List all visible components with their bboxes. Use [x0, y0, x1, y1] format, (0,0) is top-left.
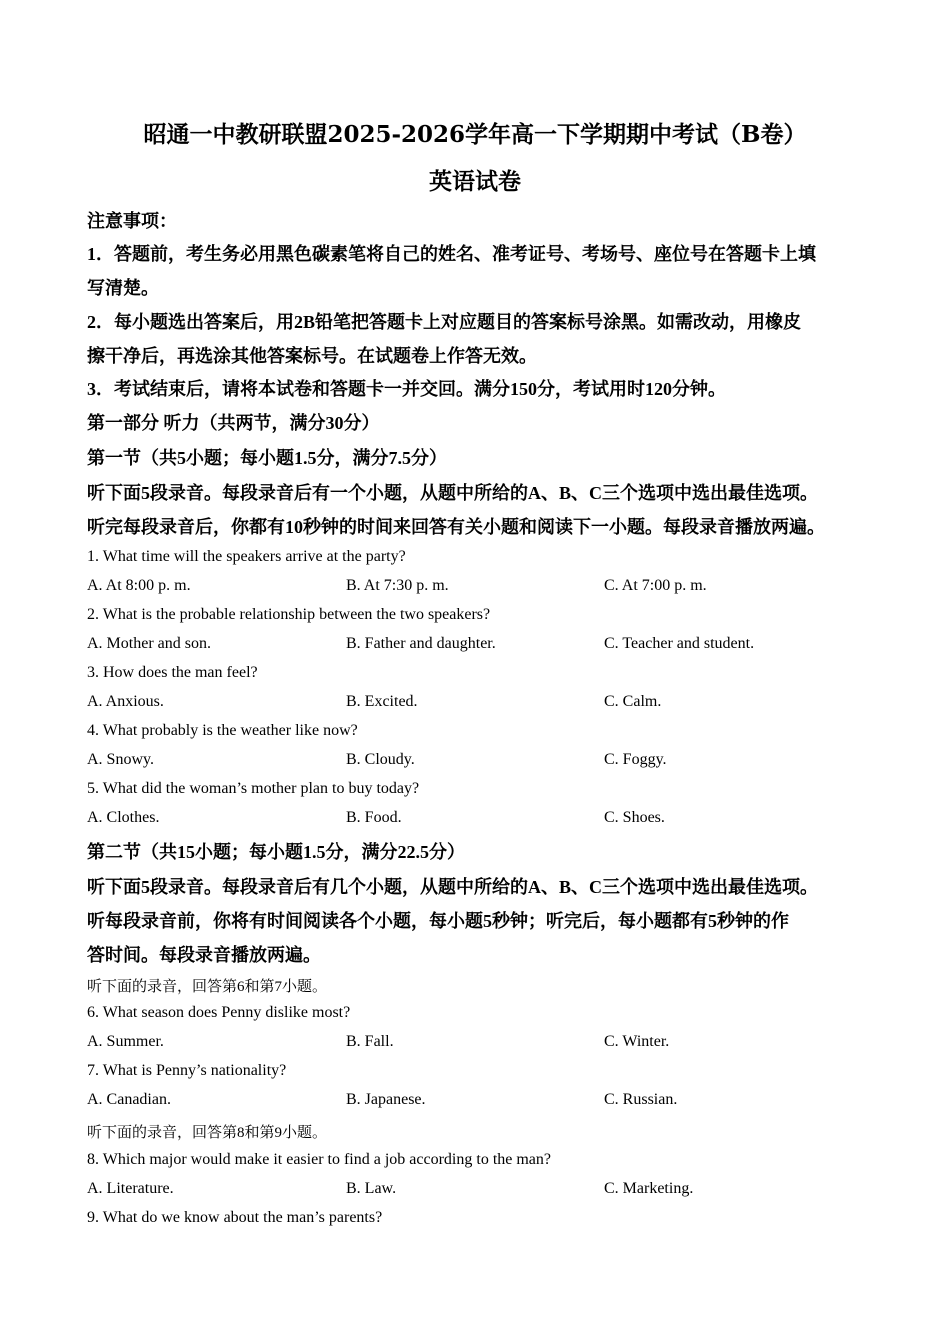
notice-item-1-cont: 写清楚。 — [87, 278, 159, 298]
notice-item-2-cont: 擦干净后，再选涂其他答案标号。在试题卷上作答无效。 — [87, 346, 537, 366]
option-c: C. At 7:00 p. m. — [604, 577, 707, 594]
option-c: C. Marketing. — [604, 1180, 694, 1197]
notice-heading: 注意事项： — [87, 211, 177, 231]
option-c: C. Foggy. — [604, 751, 667, 768]
question-6: 6. What season does Penny dislike most? — [87, 1004, 351, 1021]
question-8: 8. Which major would make it easier to find a job according to the man? — [87, 1151, 552, 1168]
option-c: C. Shoes. — [604, 809, 665, 826]
option-c: C. Teacher and student. — [604, 635, 755, 652]
option-a: A. At 8:00 p. m. — [87, 577, 191, 594]
section-1-instructions-cont: 听完每段录音后，你都有10秒钟的时间来回答有关小题和阅读下一小题。每段录音播放两遍。 — [87, 517, 825, 537]
option-c: C. Russian. — [604, 1091, 678, 1108]
part-heading: 第一部分 听力（共两节，满分30分） — [87, 413, 380, 433]
option-c: C. Calm. — [604, 693, 662, 710]
question-7: 7. What is Penny’s nationality? — [87, 1062, 287, 1079]
section-1-instructions: 听下面5段录音。每段录音后有一个小题，从题中所给的A、B、C三个选项中选出最佳选项。 — [87, 483, 818, 503]
option-a: A. Summer. — [87, 1033, 164, 1050]
question-2: 2. What is the probable relationship between the two speakers? — [87, 606, 491, 623]
option-a: A. Anxious. — [87, 693, 164, 710]
option-c: C. Winter. — [604, 1033, 670, 1050]
option-b: B. Cloudy. — [346, 751, 415, 768]
option-b: B. Excited. — [346, 693, 418, 710]
listen-prompt-8-9: 听下面的录音，回答第8和第9小题。 — [87, 1125, 328, 1141]
option-a: A. Snowy. — [87, 751, 154, 768]
option-a: A. Clothes. — [87, 809, 160, 826]
option-b: B. Food. — [346, 809, 402, 826]
exam-title: 昭通一中教研联盟2025-2026学年高一下学期期中考试（B卷） — [143, 121, 807, 148]
section-2-instructions-cont: 听每段录音前，你将有时间阅读各个小题，每小题5秒钟；听完后，每小题都有5秒钟的作 — [87, 911, 789, 931]
section-2-instructions-cont2: 答时间。每段录音播放两遍。 — [87, 945, 321, 965]
question-4: 4. What probably is the weather like now? — [87, 722, 358, 739]
section-1-heading: 第一节（共5小题；每小题1.5分，满分7.5分） — [87, 448, 447, 468]
option-a: A. Literature. — [87, 1180, 174, 1197]
question-5: 5. What did the woman’s mother plan to buy today? — [87, 780, 420, 797]
option-b: B. Fall. — [346, 1033, 394, 1050]
section-2-heading: 第二节（共15小题；每小题1.5分，满分22.5分） — [87, 842, 465, 862]
question-3: 3. How does the man feel? — [87, 664, 258, 681]
question-9: 9. What do we know about the man’s parents? — [87, 1209, 383, 1226]
exam-subtitle: 英语试卷 — [429, 168, 521, 195]
option-b: B. Japanese. — [346, 1091, 426, 1108]
option-a: A. Canadian. — [87, 1091, 171, 1108]
section-2-instructions: 听下面5段录音。每段录音后有几个小题，从题中所给的A、B、C三个选项中选出最佳选项。 — [87, 877, 818, 897]
option-b: B. Law. — [346, 1180, 397, 1197]
option-b: B. Father and daughter. — [346, 635, 496, 652]
question-1: 1. What time will the speakers arrive at the party? — [87, 548, 406, 565]
notice-item-3: 3．考试结束后，请将本试卷和答题卡一并交回。满分150分，考试用时120分钟。 — [87, 379, 726, 399]
listen-prompt-6-7: 听下面的录音，回答第6和第7小题。 — [87, 979, 328, 995]
option-a: A. Mother and son. — [87, 635, 211, 652]
option-b: B. At 7:30 p. m. — [346, 577, 449, 594]
notice-item-1: 1．答题前，考生务必用黑色碳素笔将自己的姓名、准考证号、考场号、座位号在答题卡上填 — [87, 244, 816, 264]
notice-item-2: 2．每小题选出答案后，用2B铅笔把答题卡上对应题目的答案标号涂黑。如需改动，用橡皮 — [87, 312, 802, 332]
